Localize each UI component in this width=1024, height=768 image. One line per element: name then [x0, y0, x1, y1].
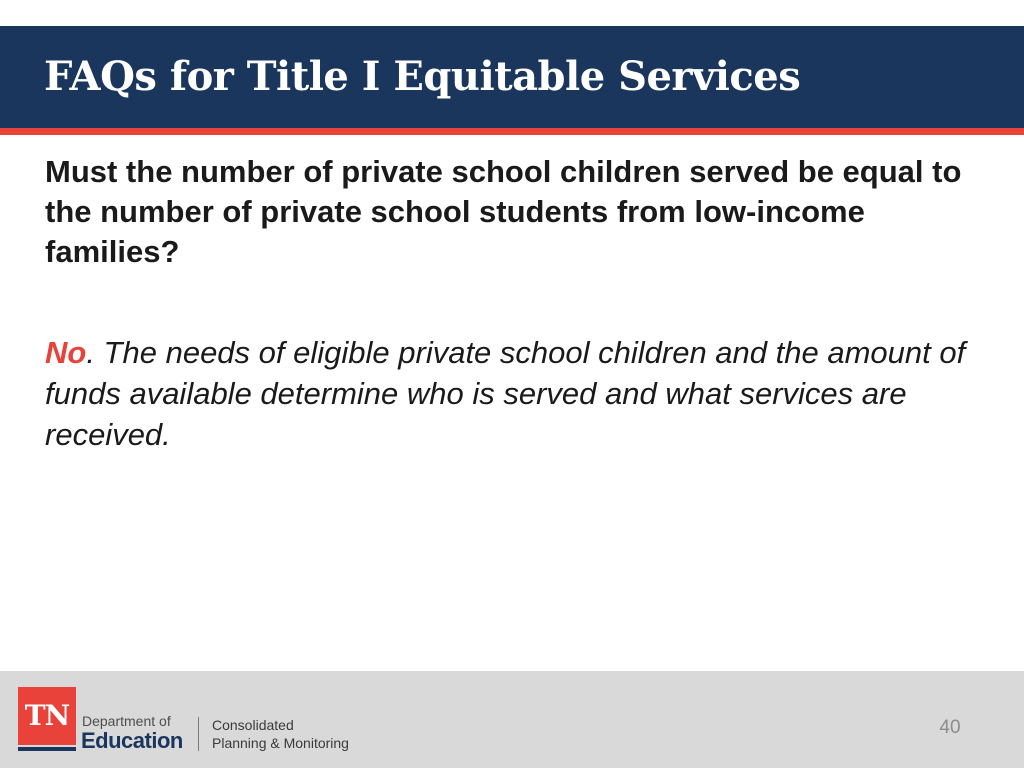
faq-answer [45, 332, 985, 455]
page-number: 40 [939, 717, 961, 738]
header-accent-stripe [0, 128, 1024, 135]
education-label: Education [81, 728, 183, 753]
answer-text: . The needs of eligible private school children and the amount of funds available determine who is served and what services are received. [45, 335, 966, 452]
answer-keyword: No [45, 335, 87, 370]
office-label-line2: Planning & Monitoring [212, 735, 349, 751]
tn-logo-mark: TN [18, 687, 76, 745]
office-label-line1: Consolidated [212, 717, 294, 733]
tn-logo-underline [18, 747, 76, 751]
tn-education-logo [18, 687, 378, 753]
slide-title: FAQs for Title I Equitable Services [44, 53, 801, 100]
logo-divider [198, 717, 199, 751]
faq-question: Must the number of private school children served be equal to the number of private school students from low-income families? [45, 154, 962, 269]
department-label: Department of [82, 713, 171, 729]
